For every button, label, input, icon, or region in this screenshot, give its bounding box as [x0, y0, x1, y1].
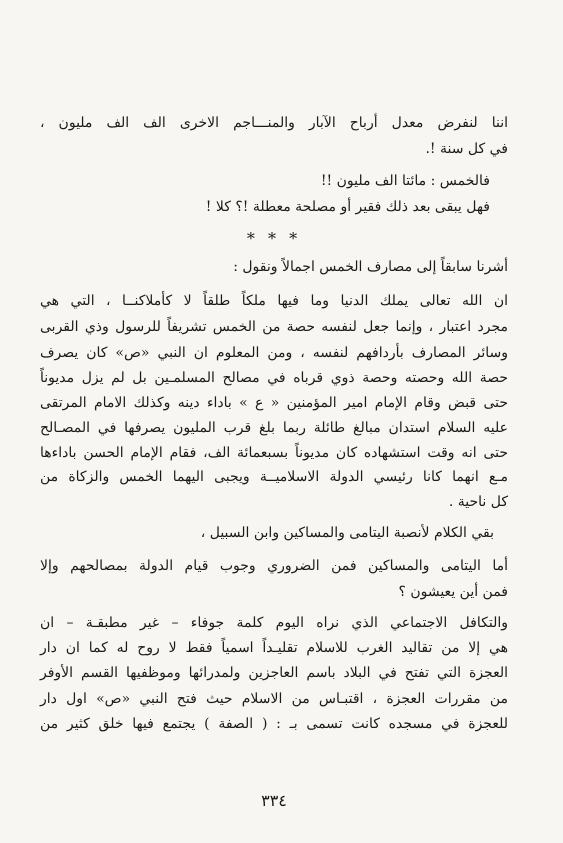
text-line: للعجزة في مسجده كانت تسمى بـ : ( الصفة ) يجتمع فيها خلق كثير من [40, 716, 508, 732]
text-line: من مقررات العجزة ، اقتبـاس من الاسلام حيث فتح النبي «ص» اول دار [40, 691, 508, 707]
text-line: وسائر المصارف بأردافهم لنفسه ، ومن المعلوم ان النبي «ص» كان يصرف [40, 345, 508, 361]
text-line: أشرنا سابقاً إلى مصارف الخمس اجمالاً ونقول : [233, 259, 508, 275]
text-line: حصة الله وحصته وحصة ذوي قرباه في مصالح المسلمـين بل لم يزل مديوناً [40, 370, 508, 386]
text-line: اننا لنفرض معدل أرباح الآبار والمنـــاجم الاخرى الف الف مليون ، [40, 115, 508, 131]
text-line: والتكافل الاجتماعي الذي نراه اليوم كلمة جوفاء – غير مطبقـة – ان [40, 615, 508, 631]
text-line: مـع انهما كانا رئيسي الدولة الاسلاميــة ويجبى اليهما الخمس والزكاة من [40, 469, 508, 485]
text-line: هي إلا من تقاليد الغرب للاسلام تقليـداً اسمياً فقط لا روح له كما ان دار [40, 640, 508, 656]
text-line: في كل سنة !. [425, 141, 508, 157]
text-line: فهل يبقى بعد ذلك فقير أو مصلحة معطلة !؟ كلا ! [205, 199, 490, 215]
page-number: ٣٣٤ [261, 791, 287, 810]
text-line: كل ناحية . [448, 494, 508, 510]
text-line: عليه السلام استدان مبالغ طائلة ربما بلغ قرب المليون يصرفها في المصـالح [40, 420, 508, 436]
text-line: فمن أين يعيشون ؟ [398, 584, 508, 600]
text-line: ان الله تعالى يملك الدنيا وما فيها ملكاً طلقاً لا كأملاكنــا ، التي هي [40, 293, 508, 309]
text-line: أما اليتامى والمساكين فمن الضروري وجوب قيام الدولة بمصالحهم وإلا [40, 558, 508, 574]
text-line: بقي الكلام لأنصبة اليتامى والمساكين وابن السبيل ، [200, 525, 494, 541]
text-line: حتى انه وقت استشهاده كان مديوناً بسبعمائة الف، فقام الإمام الحسن باداءها [40, 445, 508, 461]
text-line: فالخمس : مائتا الف مليون !! [320, 173, 490, 189]
text-line: حتى قبض وقام الإمام امير المؤمنين « ع » باداء دينه وكذلك الامام المرتقى [40, 395, 508, 411]
text-line: العجزة التي تفتح في البلاد باسم العاجزين ولمدرائها وموظفيها القسم الأوفر [40, 665, 508, 681]
text-line: مجرد اعتبار ، وإنما جعل لنفسه حصة من الخمس تشريفاً للرسول وذي القربى [40, 319, 508, 335]
section-divider: * * * [246, 229, 302, 248]
